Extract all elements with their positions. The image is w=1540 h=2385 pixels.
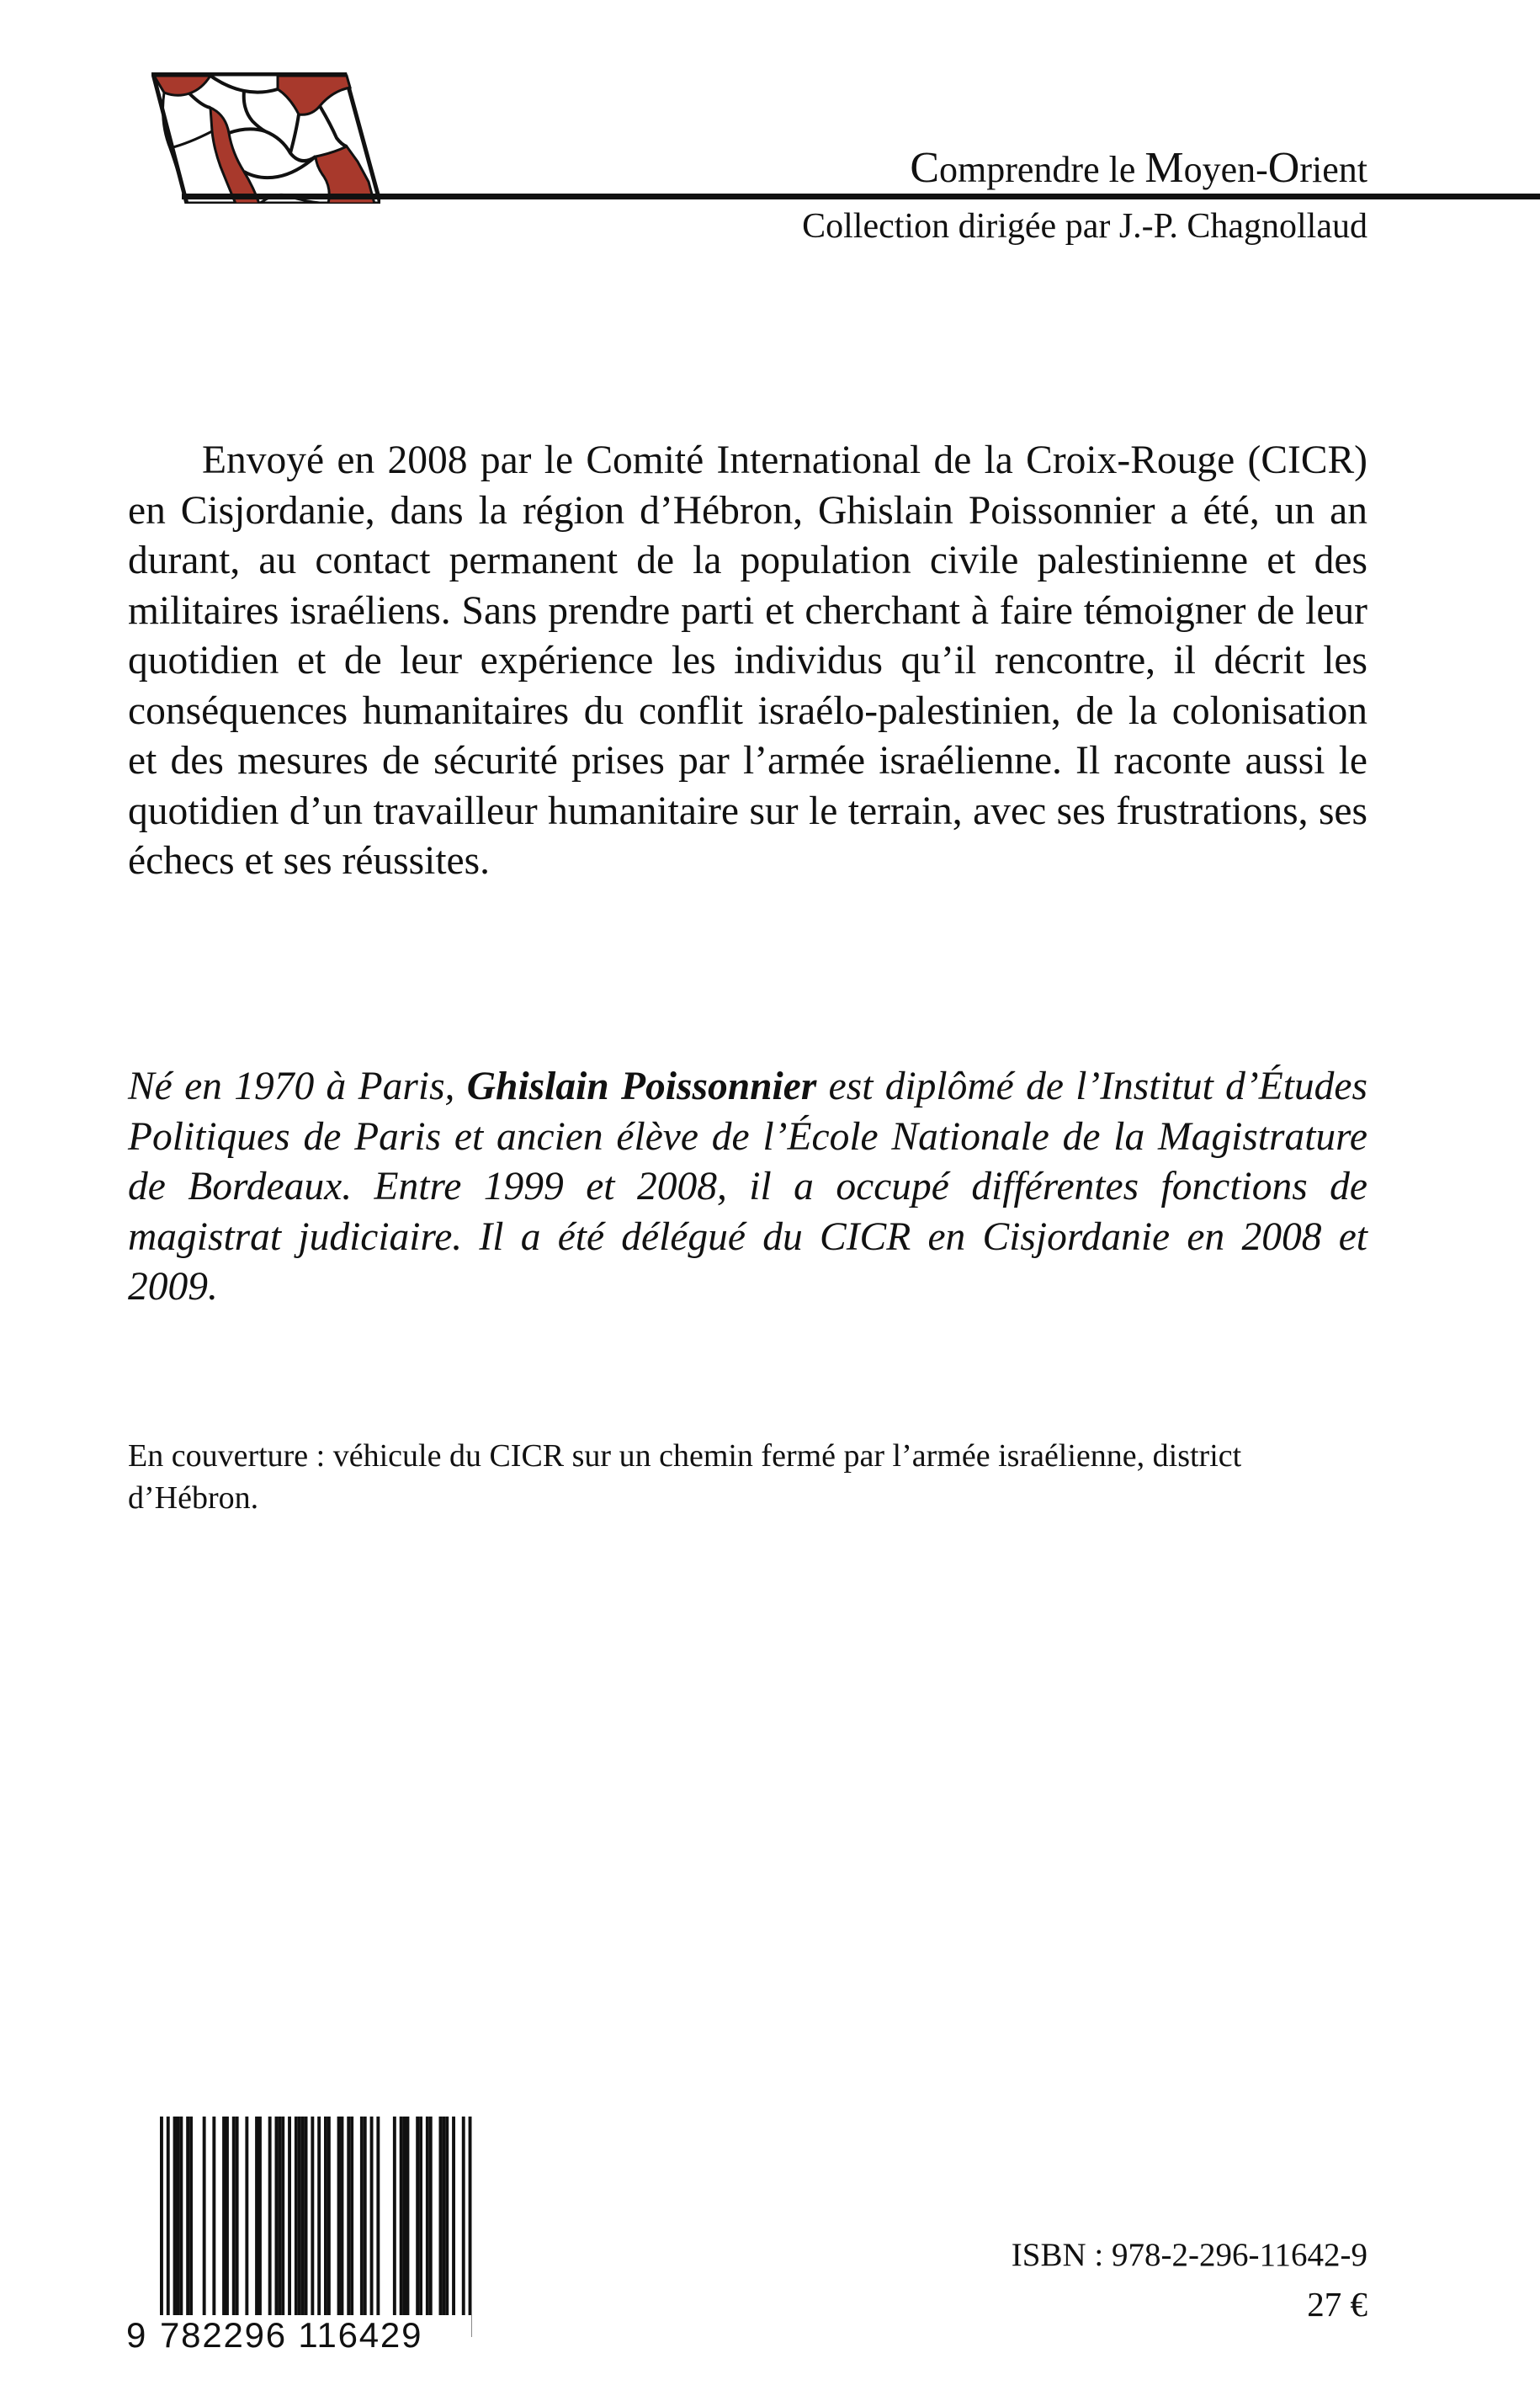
author-bio-lead: Né en 1970 à Paris, [128, 1065, 467, 1108]
barcode-bar [173, 2117, 177, 2315]
barcode-bar [324, 2117, 327, 2315]
barcode-bar [245, 2117, 248, 2315]
header-rule [182, 194, 1540, 199]
barcode-bar [186, 2117, 189, 2315]
barcode-bar [393, 2117, 396, 2315]
barcode-bar [295, 2117, 298, 2315]
barcode-bar [406, 2117, 410, 2315]
barcode-bar [268, 2117, 272, 2315]
barcode-bar [337, 2117, 341, 2315]
barcode-bar [403, 2117, 406, 2315]
series-title-rest-3: rient [1299, 149, 1367, 190]
barcode-bar [370, 2117, 374, 2315]
barcode-bar [416, 2117, 419, 2315]
barcode-bar [364, 2117, 367, 2315]
barcode-guard-bar [462, 2117, 465, 2337]
barcode-bar [419, 2117, 422, 2315]
barcode-bar [305, 2117, 308, 2315]
barcode-digits: 782296 116429 [160, 2315, 471, 2356]
barcode-bar [258, 2117, 262, 2315]
barcode [126, 2117, 497, 2361]
price: 27 € [1307, 2285, 1367, 2324]
barcode-guard-bar [317, 2117, 321, 2337]
barcode-bar [255, 2117, 258, 2315]
series-title-cap-2: M [1144, 144, 1184, 192]
barcode-bar [226, 2117, 229, 2315]
barcode-bar [327, 2117, 331, 2315]
isbn: ISBN : 978-2-296-11642-9 [1011, 2237, 1367, 2273]
barcode-bar [439, 2117, 443, 2315]
barcode-bar [222, 2117, 226, 2315]
barcode-bar [360, 2117, 364, 2315]
barcode-guard-bar [469, 2117, 472, 2337]
author-name: Ghislain Poissonnier [466, 1065, 817, 1108]
series-director: Collection dirigée par J.-P. Chagnollaud [802, 207, 1367, 246]
barcode-bar [301, 2117, 305, 2315]
barcode-bar [341, 2117, 344, 2315]
barcode-bar [288, 2117, 291, 2315]
barcode-bar [347, 2117, 350, 2315]
series-title-rest-1: omprendre le [939, 149, 1145, 190]
barcode-bar [275, 2117, 279, 2315]
series-title-cap-3: O [1267, 144, 1300, 192]
barcode-bar [445, 2117, 449, 2315]
barcode-bar [376, 2117, 380, 2315]
barcode-guard-bar [160, 2117, 163, 2337]
barcode-guard-bar [311, 2117, 314, 2337]
barcode-lead-digit: 9 [126, 2315, 146, 2355]
barcode-bar [426, 2117, 429, 2315]
author-bio [128, 1062, 1367, 1313]
cover-note: En couverture : véhicule du CICR sur un chemin fermé par l’armée israélienne, district d’Hébron. [128, 1438, 1242, 1516]
barcode-bar [189, 2117, 193, 2315]
series-title [910, 145, 1367, 194]
middle-east-map-icon [151, 72, 380, 204]
book-summary: Envoyé en 2008 par le Comité International de la Croix-Rouge (CICR) en Cisjordanie, dans la région d’Hébron, Ghislain Poissonnier a été, un an durant, au contact permanent de la population civile palestinienne et des militaires israéliens. Sans prendre parti et cherchant à faire témoigner de leur quotidien et de leur expérience les individus qu’il rencontre, il décrit les conséquences humanitaires du conflit israélo-palestinien, de la colonisation et des mesures de sécurité prises par l’armée israélienne. Il raconte aussi le quotidien d’un travailleur humanitaire sur le terrain, avec ses frustrations, ses échecs et ses réussites. [128, 438, 1367, 883]
barcode-bar [442, 2117, 445, 2315]
barcode-bar [298, 2117, 301, 2315]
barcode-bar [429, 2117, 433, 2315]
barcode-guard-bar [167, 2117, 170, 2337]
barcode-bar [452, 2117, 455, 2315]
barcode-bar [350, 2117, 353, 2315]
barcode-bar [212, 2117, 215, 2315]
barcode-bar [281, 2117, 284, 2315]
barcode-bar [278, 2117, 281, 2315]
barcode-bar [232, 2117, 236, 2315]
author-bio-rest: est diplômé de l’Institut d’Études Politiques de Paris et ancien élève de l’École Nationale de la Magistrature de Bordeaux. Entre 1999 et 2008, il a occupé différentes fonctions de magistrat judiciaire. Il a été délégué du CICR en Cisjordanie en 2008 et 2009. [128, 1065, 1368, 1309]
barcode-bar [179, 2117, 183, 2315]
barcode-bar [236, 2117, 239, 2315]
series-title-cap-1: C [910, 144, 940, 192]
series-title-rest-2: oyen- [1183, 149, 1268, 190]
barcode-bar [203, 2117, 206, 2315]
barcode-bar [177, 2117, 180, 2315]
barcode-bar [400, 2117, 403, 2315]
